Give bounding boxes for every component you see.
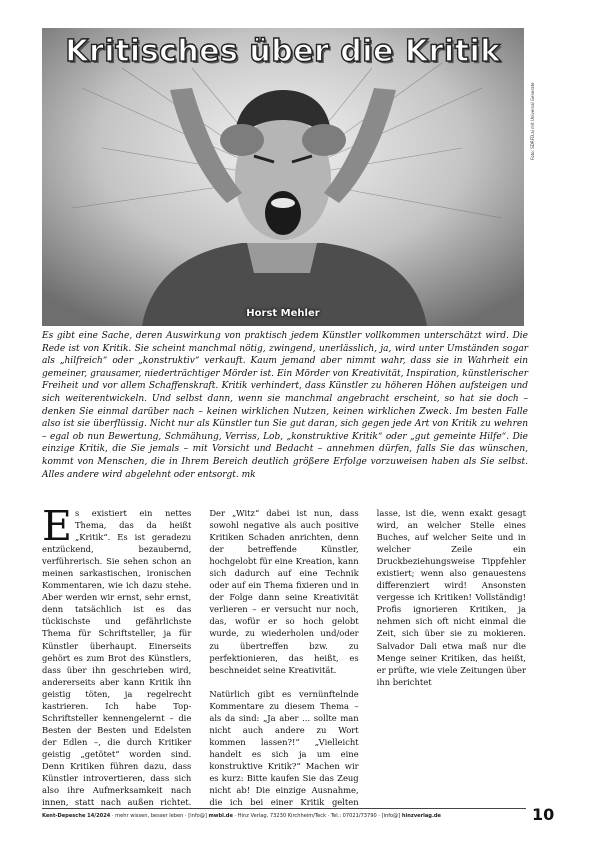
lead-paragraph: Es gibt eine Sache, deren Auswirkung von praktisch jedem Künstler vollkommen unterschätzt wird. Die Rede ist von Kritik. Sie scheint manchmal nötig, zwingend, unerlässlich, ja, wird unter Umständen sogar als „hilfreich“ oder „konstruktiv“ verkauft. Kaum jemand aber nimmt wahr, dass sie in Wahrheit ein gemeiner, grausamer, niederträchtiger Mörder ist. Ein Mörder von Kreativität, Inspiration, künstlerischer Freiheit und vor allem Schaffenskraft. Kritik verhindert, dass Künstler zu höheren Höhen aufsteigen und sich weiterentwickeln. Und selbst dann, wenn sie manchmal angebracht erscheint, so hat sie doch – denken Sie einmal darüber nach – keinen wirklichen Nutzen, keinen wirklichen Zweck. Im besten Falle also ist sie überflüssig. Nicht nur als Künstler tun Sie gut daran, sich gegen jede Art von Kritik zu wehren – egal ob nun Bewertung, Schmähung, Verriss, Lob, „konstruktive Kritik“ oder „gut gemeinte Hilfe“. Die einzige Kritik, die Sie jemals – mit Vorsicht und Bedacht – annehmen dürfen, falls Sie das wünschen, kommt von Menschen, die in Ihrem Bereich deutlich größere Erfolge vorzuweisen haben als Sie selbst. Alles andere wird abgelehnt oder entsorgt. mk	[42, 331, 528, 480]
page-number: 10	[532, 805, 555, 824]
screaming-man-illustration	[42, 28, 524, 326]
page-footer	[42, 813, 512, 819]
dropcap-letter: E	[42, 502, 72, 550]
author-name: Horst Mehler	[246, 308, 320, 319]
footer-tagline: · mehr wissen, besser leben · [info@]	[110, 813, 209, 819]
footer-issue: Kent-Depesche 14/2024	[42, 813, 111, 819]
body-text-2: Natürlich gibt es vernünftelnde Kommentare zu diesem Thema – als da sind: „Ja aber ... sollte man nicht auch andere zu Wort kommen lassen?!“ „Vielleicht handelt es sich ja um eine konstruktive Kritik?“ Machen wir es kurz: Bitte kaufen Sie das Zeug nicht ab! Die einzige Ausnahme, die ich bei einer Kritik gelten lasse, ist die, wenn exakt gesagt wird, an welcher Stelle eines Buches, auf welcher Seite und in welcher Zeile ein Druckbeziehungsweise Tippfehler existiert; wenn also genauestens differenziert wird! Ansonsten vergesse ich Kritiken! Vollständig! Profis ignorieren Kritiken, ja nehmen sich oft nicht einmal die Zeit, sich über sie zu mokieren. Salvador Dali etwa maß nur die Menge seiner Kritiken, das heißt, er prüfte, wie viele Zeitungen über ihn berichtet	[209, 508, 526, 808]
photo-credit: Foto: SDRFD.ai mit Universal Generate	[530, 82, 535, 160]
article-headline: Kritisches über die Kritik	[65, 34, 501, 69]
hero-image	[42, 28, 524, 326]
article-body	[42, 502, 526, 809]
footer-divider	[42, 808, 526, 809]
body-text-1: s existiert ein nettes Thema, das da heißt „Kritik“. Es ist geradezu entzückend, bezaubernd, verführerisch. Sie sehen schon an meinen sarkastischen, ironischen Kommentaren, wie ich dazu stehe. Aber werden wir ernst, sehr ernst, denn tatsächlich ist es das tückischste und gefährlichste Thema für Schriftsteller, ja für Künstler überhaupt. Einerseits gehört es zum Brot des Künstlers, dass über ihn geschrieben wird, andererseits aber kann Kritik ihn geistig töten, ja regelrecht kastrieren. Ich habe Top-Schriftsteller kennengelernt – die Besten der Besten und Edelsten der Edlen –, die durch Kritiker geistig „getötet“ worden sind. Denn Kritiken führen dazu, dass Künstler introvertieren, dass sich also ihre Aufmerksamkeit nach innen, statt nach außen richtet. Der „Witz“ dabei ist nun, dass sowohl negative als auch positive Kritiken Schaden anrichten, denn der betreffende Künstler, hochgelobt für eine Kreation, kann sich dadurch auf eine Technik oder auf ein Thema fixieren und in der Folge dann seine Kreativität verlieren – er versucht nur noch, das, wofür er so hoch gelobt wurde, zu wiederholen und/oder zu übertreffen bzw. zu perfektionieren, das heißt, es beschneidet seine Kreativität.	[42, 508, 359, 808]
footer-site-mwbl: mwbl.de	[208, 813, 233, 819]
footer-site-hinzverlag: hinzverlag.de	[401, 813, 441, 819]
footer-publisher: · Hinz Verlag, 73230 Kirchheim/Teck · Tel.: 07021/73790 · [info@]	[232, 813, 402, 819]
